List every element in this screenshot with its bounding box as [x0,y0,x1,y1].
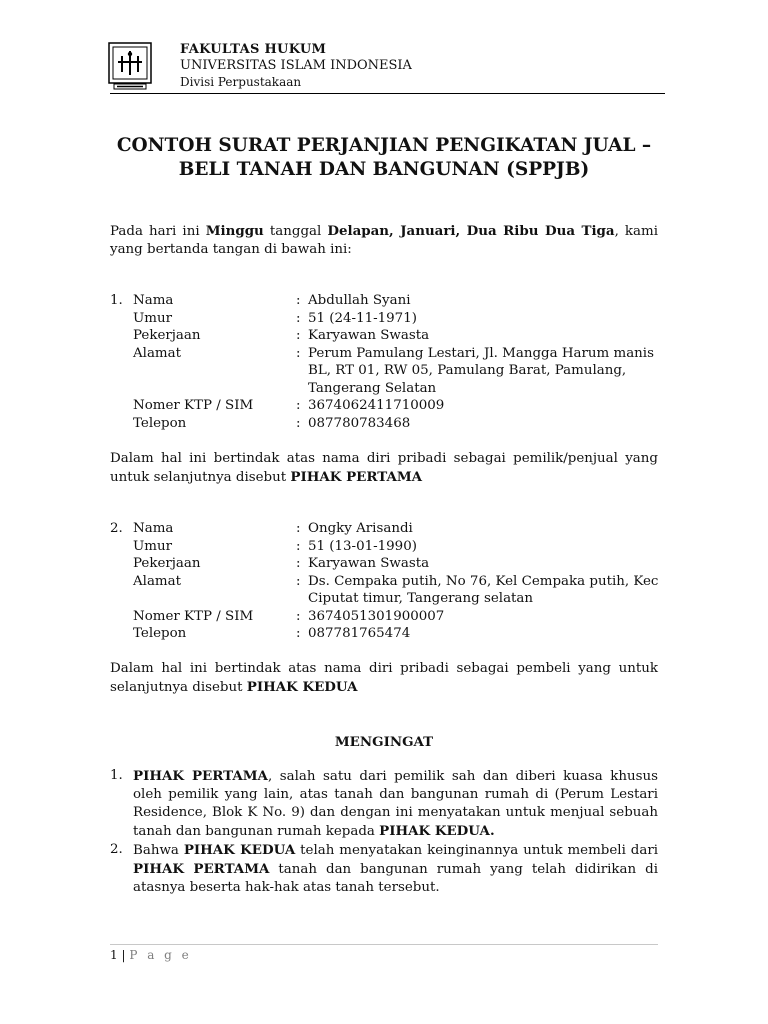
list-item [110,767,658,841]
intro-paragraph [110,222,658,259]
field-colon: : [296,293,301,308]
page-separator: | [117,948,130,962]
party-2-row [110,608,670,626]
list-item-text: tanah dan bangunan rumah yang telah didirikan di atasnya beserta hak-hak atas tanah tersebut. [133,862,658,895]
statement-text: Dalam hal ini bertindak atas nama diri pribadi sebagai pemilik/penjual yang untuk selanjutnya disebut [110,451,658,485]
document-title [90,134,678,182]
intro-day: Minggu [205,223,264,239]
list-item-number: 2. [110,842,123,857]
field-value: Abdullah Syani [308,293,411,308]
list-item [110,841,658,897]
footer-divider [110,944,658,945]
party-2-row [110,625,670,643]
field-label: Umur [133,310,173,326]
field-label: Umur [133,538,173,554]
field-label: Pekerjaan [133,328,201,343]
party-2-row [110,520,670,538]
party-1-row [110,397,670,415]
party-2-row [110,573,670,608]
party-1-number: 1. [110,293,123,308]
page-number: 1 [110,948,118,962]
field-colon: : [296,398,301,413]
party-2-number: 2. [110,521,123,536]
page-footer [110,948,192,962]
field-value: Ds. Cempaka putih, No 76, Kel Cempaka putih, Kec Ciputat timur, Tangerang selatan [308,573,659,606]
list-item-text: telah menyatakan keinginannya untuk membeli dari [295,843,658,858]
party-2-role: PIHAK KEDUA [246,679,358,695]
party-1-row [110,292,670,310]
field-value: Perum Pamulang Lestari, Jl. Mangga Harum manis BL, RT 01, RW 05, Pamulang Barat, Pamulang, Tangerang Selatan [308,345,654,396]
list-item-number: 1. [110,768,123,783]
intro-date: Delapan, Januari, Dua Ribu Dua Tiga [327,223,615,239]
field-colon: : [296,626,301,641]
field-value: 087780783468 [308,415,411,431]
header-divider [110,93,665,94]
party-2-row [110,555,670,573]
list-item-text: , salah satu dari pemilik sah dan diberi kuasa khusus oleh pemilik yang lain, atas tanah dan bangunan rumah di (Perum Lestari Residence, Blok K No. 9) dan dengan ini menyatakan untuk menjual sebuah tanah dan bangunan rumah kepada [133,769,658,839]
field-colon: : [296,556,301,571]
party-1-row [110,345,670,398]
field-label: Pekerjaan [133,556,201,571]
field-value: Ongky Arisandi [308,521,413,536]
field-label: Alamat [133,573,181,589]
list-item-bold: PIHAK PERTAMA [133,861,270,877]
field-value: 3674051301900007 [308,608,445,624]
document-header [180,42,412,90]
field-label: Nomer KTP / SIM [133,608,254,624]
intro-text-1: Pada hari ini [110,224,206,239]
field-colon: : [296,328,301,343]
list-item-text: Bahwa [133,843,184,858]
field-label: Telepon [133,626,187,641]
field-value: 3674062411710009 [308,398,445,413]
field-value: 51 (13-01-1990) [308,538,417,554]
field-colon: : [296,310,301,326]
party-1-row [110,310,670,328]
page-label: P a g e [129,948,192,962]
party-2-row [110,538,670,556]
intro-text-2: tanggal [263,224,328,239]
party-1-row [110,415,670,433]
field-colon: : [296,608,301,624]
party-1-row [110,327,670,345]
party-1-role: PIHAK PERTAMA [290,469,423,485]
mengingat-list [110,767,658,897]
party-1-details [110,292,670,432]
field-colon: : [296,415,301,431]
title-line-1: CONTOH SURAT PERJANJIAN PENGIKATAN JUAL – [116,135,652,156]
university-logo-icon [108,42,152,90]
field-label: Alamat [133,345,181,361]
field-colon: : [296,538,301,554]
field-value: 087781765474 [308,626,411,641]
section-heading-mengingat: MENGINGAT [334,734,434,750]
title-line-2: BELI TANAH DAN BANGUNAN (SPPJB) [178,159,590,180]
party-2-statement [110,660,658,697]
field-value: 51 (24-11-1971) [308,310,417,326]
university-name: UNIVERSITAS ISLAM INDONESIA [180,58,412,73]
list-item-bold: PIHAK KEDUA [183,842,296,858]
party-1-statement [110,450,658,487]
field-label: Nomer KTP / SIM [133,398,254,413]
field-label: Telepon [133,415,187,431]
field-colon: : [296,345,301,361]
list-item-bold: PIHAK PERTAMA [133,768,268,784]
intro-text-3: , kami yang bertanda tangan di bawah ini: [110,224,658,257]
faculty-name: FAKULTAS HUKUM [180,42,327,57]
field-value: Karyawan Swasta [308,328,430,343]
field-label: Nama [133,293,174,308]
field-label: Nama [133,521,174,536]
field-value: Karyawan Swasta [308,556,430,571]
statement-text: Dalam hal ini bertindak atas nama diri pribadi sebagai pembeli yang untuk selanjutnya disebut [110,661,658,695]
field-colon: : [296,573,301,589]
party-2-details [110,520,670,643]
division-name: Divisi Perpustakaan [180,75,302,89]
field-colon: : [296,521,301,536]
list-item-bold: PIHAK KEDUA. [379,823,495,839]
